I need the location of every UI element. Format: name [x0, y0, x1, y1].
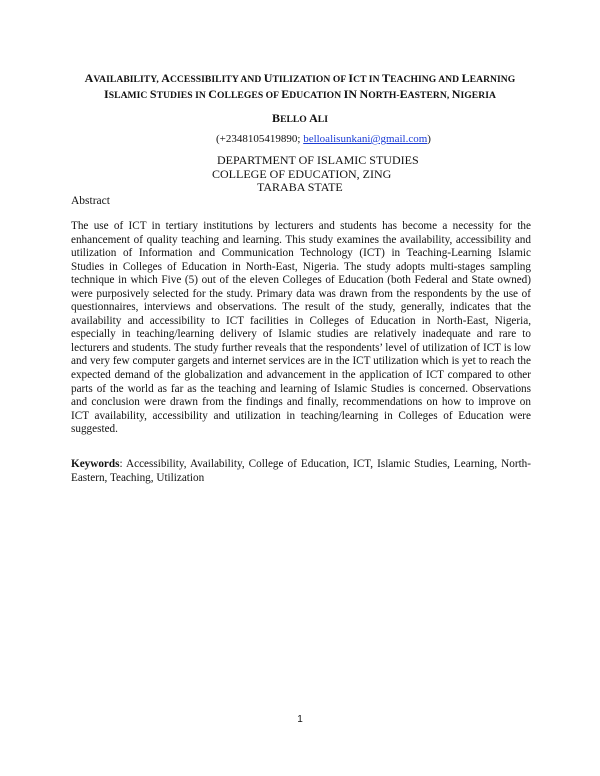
abstract-text: The use of ICT in tertiary institutions by lecturers and students has become a necessity for the enhancement of quality teaching and learning. This study examines the availability, accessibility and utilization of Information and Communication Technology (ICT) in Teaching-Learning Islamic Studies in Colleges of Education in North-East, Nigeria. The study adopts multi-stages sampling technique in which Five (5) out of the eleven Colleges of Education (both Federal and State owned) were purposively selected for the study. Primary data was drawn from the respondents by the use of questionnaires, interviews and observations. The result of the study, generally, indicates that the availability and accessibility to ICT facilities in Colleges of Education in North-East, Nigeria, especially in teaching/learning delivery of Islamic studies are relatively inadequate and rare to lecturers and students. The study further reveals that the respondents’ level of utilization of ICT is low and very few computer gargets and internet services are in the ICT utilization which is yet to reach the expected demand of the globalization and advancement in the application of ICT compared to other parts of the world as far as the teaching and learning of Islamic Studies is concerned. Observations and conclusion were drawn from the findings and finally, recommendations on how to improve on ICT availability, accessibility and utilization in teaching/learning in Colleges of Education were suggested.: [71, 220, 531, 436]
title-word-cap: A: [161, 71, 170, 85]
title-word-rest: VAILABILITY,: [93, 74, 162, 85]
title-word-cap: E: [281, 87, 290, 101]
title-word-rest: DUCATION: [289, 90, 344, 101]
affiliation-college: COLLEGE OF EDUCATION, ZING: [212, 166, 392, 181]
keywords-list: : Accessibility, Availability, College of Education, ICT, Islamic Studies, Learning, North-Eastern, Teaching, Utilization: [71, 458, 531, 484]
title-word-cap: A: [84, 71, 94, 85]
title-word-cap: N: [359, 87, 369, 101]
title-word-rest: TUDIES IN: [156, 90, 209, 101]
title-word-cap: S: [149, 87, 157, 101]
contact-close-paren: ): [427, 133, 431, 145]
email-link[interactable]: belloalisunkani@gmail.com: [303, 133, 428, 145]
author-contact: [216, 133, 431, 145]
title-word-rest: CCESSIBILITY AND: [169, 74, 264, 85]
author-last-rest: LI: [317, 114, 328, 125]
affiliation-state: TARABA STATE: [257, 180, 343, 194]
title-word-rest: OLLEGES OF: [217, 90, 282, 101]
keywords: [71, 457, 531, 485]
title-word-cap: E: [399, 87, 408, 101]
author-first-rest: ELLO: [280, 114, 310, 125]
title-word-rest: EACHING AND: [390, 74, 462, 85]
author-first-initial: B: [272, 111, 281, 125]
title-word-rest: TILIZATION OF: [272, 74, 349, 85]
author-name: [0, 111, 600, 126]
phone-number: (+2348105419890;: [216, 133, 304, 145]
title-word-cap: IN: [343, 87, 358, 101]
affiliation-department: DEPARTMENT OF ISLAMIC STUDIES: [217, 153, 419, 167]
title-word-cap: U: [263, 71, 273, 85]
abstract-heading: Abstract: [71, 195, 110, 207]
title-word-cap: I: [104, 87, 109, 101]
title-line-2: [60, 87, 540, 103]
title-word-rest: ORTH-: [368, 90, 400, 101]
title-word-rest: ASTERN,: [407, 90, 452, 101]
paper-title: [60, 71, 540, 103]
title-word-cap: L: [461, 71, 470, 85]
title-word-cap: I: [348, 71, 354, 85]
page-number: 1: [297, 714, 303, 725]
title-word-rest: IGERIA: [460, 90, 496, 101]
author-last-initial: A: [309, 111, 318, 125]
title-word-rest: EARNING: [469, 74, 516, 85]
title-word-cap: C: [208, 87, 218, 101]
title-line-1: [60, 71, 540, 87]
title-word-cap: T: [382, 71, 391, 85]
title-word-cap: N: [451, 87, 461, 101]
title-word-rest: SLAMIC: [108, 90, 150, 101]
keywords-label: Keywords: [71, 458, 120, 470]
title-word-rest: CT IN: [353, 74, 383, 85]
